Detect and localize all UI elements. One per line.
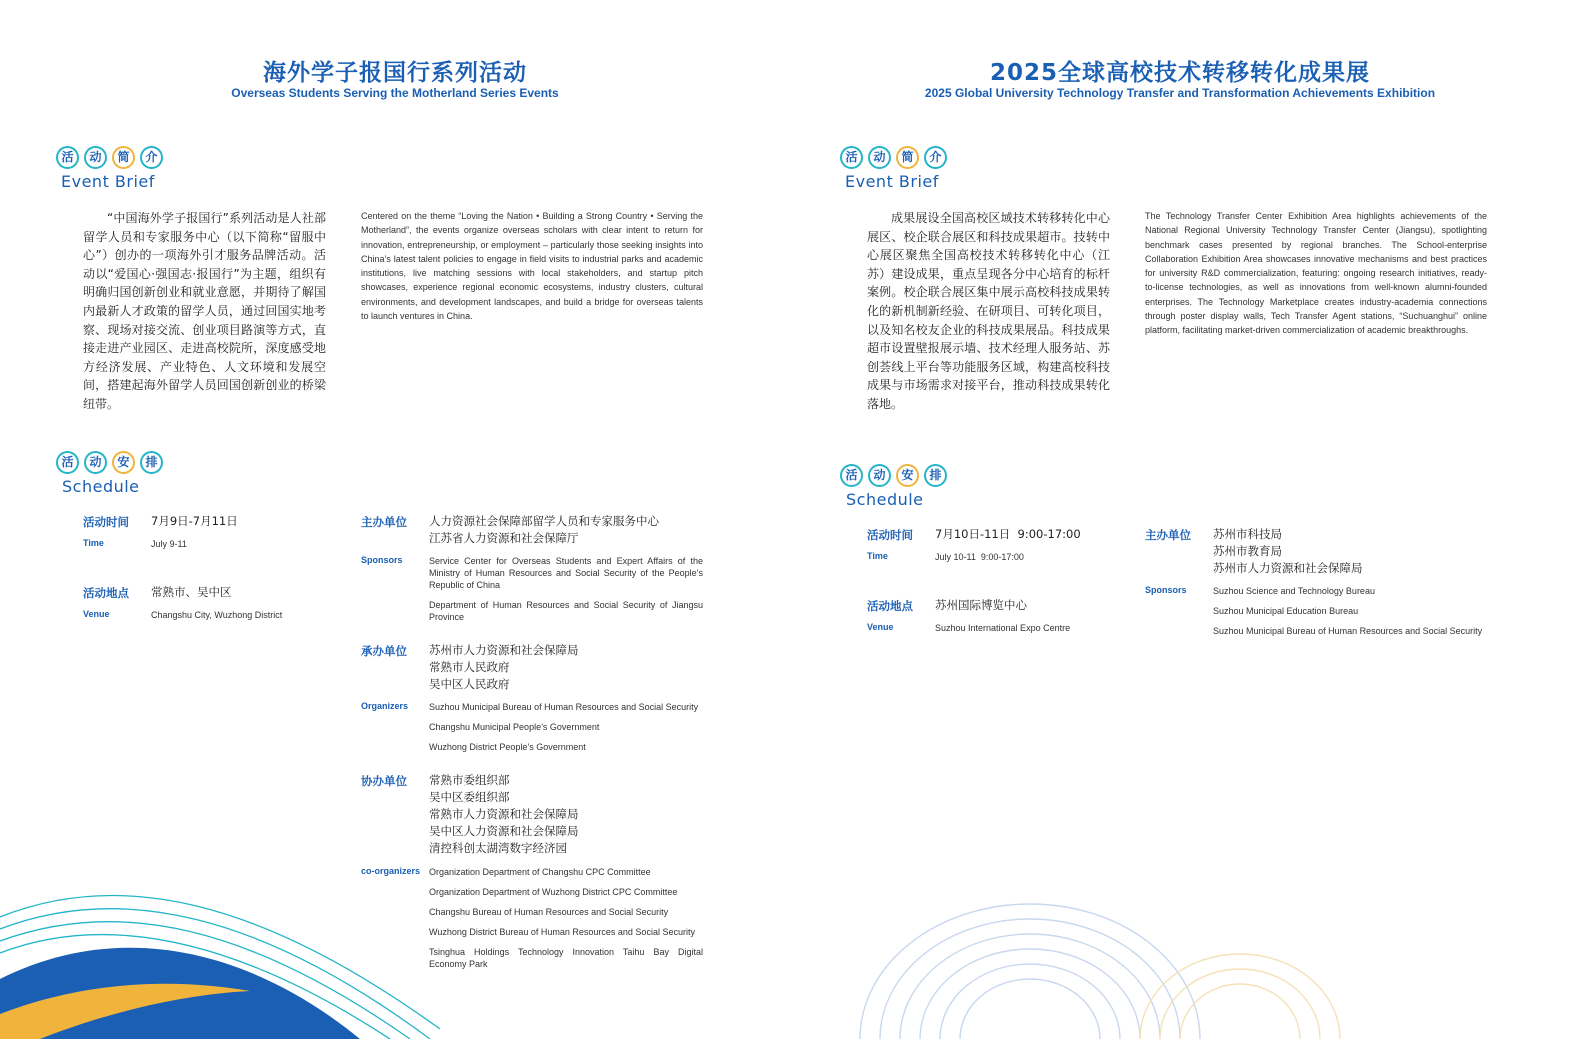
badge-char: 介: [924, 146, 947, 169]
right-venue-value-en: Suzhou International Expo Centre: [935, 623, 1071, 633]
left-time-value-en: July 9-11: [151, 539, 187, 549]
badge-char: 安: [112, 451, 135, 474]
right-time-value-en: July 10-11 9:00-17:00: [935, 552, 1024, 562]
left-coorg-label-cn: 协办单位: [361, 774, 407, 788]
list-item: Suzhou Municipal Bureau of Human Resources and Social Security: [429, 702, 699, 712]
badge-char: 排: [140, 451, 163, 474]
badge-char: 动: [84, 146, 107, 169]
left-time-label-cn: 活动时间: [83, 515, 129, 529]
list-item: 苏州市科技局: [1213, 527, 1282, 541]
left-sponsors-label-cn: 主办单位: [361, 515, 407, 529]
right-sponsors-cn: [1213, 526, 1503, 577]
left-page-subtitle: Overseas Students Serving the Motherland Series Events: [231, 86, 559, 100]
right-time-label-cn: 活动时间: [867, 528, 913, 542]
list-item: 吴中区委组织部: [429, 790, 510, 804]
right-page-title: 2025全球高校技术转移转化成果展: [989, 60, 1370, 86]
left-coorg-cn: [429, 772, 719, 857]
list-item: Suzhou Municipal Bureau of Human Resources and Social Security: [1213, 626, 1483, 636]
list-item: 常熟市人力资源和社会保障局: [429, 807, 579, 821]
list-item: 常熟市人民政府: [429, 660, 510, 674]
badge-char: 活: [840, 464, 863, 487]
right-schedule-heading: Schedule: [846, 490, 924, 509]
badge-char: 排: [924, 464, 947, 487]
list-item: 清控科创太湖湾数字经济园: [429, 841, 567, 855]
right-page-subtitle: 2025 Global University Technology Transfer and Transformation Achievements Exhibition: [924, 86, 1436, 100]
list-item: 吴中区人力资源和社会保障局: [429, 824, 579, 838]
left-brief-badges: [56, 146, 168, 172]
list-item: 人力资源社会保障部留学人员和专家服务中心: [429, 514, 659, 528]
list-item: Suzhou Science and Technology Bureau: [1213, 586, 1375, 596]
left-sponsors-cn: [429, 513, 719, 547]
list-item: 江苏省人力资源和社会保障厅: [429, 531, 579, 545]
left-schedule-heading: Schedule: [62, 477, 140, 496]
right-venue-value-cn: 苏州国际博览中心: [935, 598, 1027, 612]
right-sponsors-label-en: Sponsors: [1145, 585, 1187, 595]
badge-char: 动: [868, 464, 891, 487]
right-sponsors-label-cn: 主办单位: [1145, 528, 1191, 542]
left-brief-cn: “中国海外学子报国行”系列活动是人社部留学人员和专家服务中心（以下简称“留服中心”）创办的一项海外引才服务品牌活动。活动以“爱国心·强国志·报国行”为主题，组织有明确归国创新创业和就业意愿，并期待了解国内最新人才政策的留学人员，通过回国实地考察、现场对接交流、创业项目路演等方式，直接走进产业园区、走进高校院所，深度感受地方经济发展、产业特色、人文环境和发展空间，搭建起海外留学人员回国创新创业的桥梁纽带。: [83, 211, 326, 411]
left-venue-value-cn: 常熟市、吴中区: [151, 585, 232, 599]
list-item: 苏州市人力资源和社会保障局: [1213, 561, 1363, 575]
left-sponsors-en: [429, 555, 703, 631]
left-organizers-label-en: Organizers: [361, 701, 409, 711]
left-coorg-en: [429, 866, 703, 978]
list-item: Changshu Municipal People’s Government: [429, 722, 600, 732]
right-venue-label-cn: 活动地点: [867, 599, 913, 613]
badge-char: 安: [896, 464, 919, 487]
badge-char: 活: [56, 451, 79, 474]
left-time-label-en: Time: [83, 538, 104, 548]
badge-char: 简: [896, 146, 919, 169]
list-item: Changshu Bureau of Human Resources and Social Security: [429, 907, 669, 917]
left-organizers-cn: [429, 642, 719, 693]
list-item: 苏州市人力资源和社会保障局: [429, 643, 579, 657]
badge-char: 活: [56, 146, 79, 169]
left-venue-value-en: Changshu City, Wuzhong District: [151, 610, 283, 620]
list-item: 常熟市委组织部: [429, 773, 510, 787]
list-item: 苏州市教育局: [1213, 544, 1282, 558]
left-time-value-cn: 7月9日-7月11日: [151, 514, 238, 528]
right-arc-decoration: [840, 899, 1360, 1039]
list-item: Suzhou Municipal Education Bureau: [1213, 606, 1359, 616]
left-venue-label-cn: 活动地点: [83, 586, 129, 600]
left-organizers-label-cn: 承办单位: [361, 644, 407, 658]
left-venue-label-en: Venue: [83, 609, 110, 619]
right-time-value-cn: 7月10日-11日 9:00-17:00: [935, 527, 1081, 541]
list-item: Wuzhong District People’s Government: [429, 742, 586, 752]
right-brief-cn: 成果展设全国高校区域技术转移转化中心展区、校企联合展区和科技成果超市。技转中心展区聚焦全国高校技术转移转化中心（江苏）建设成果，重点呈现各分中心培育的标杆案例。校企联合展区集中展示高校科技成果转化的新机制新经验、在研项目、可转化项目，以及知名校友企业的科技成果展品。科技成果超市设置壁报展示墙、技术经理人服务站、苏创荟线上平台等功能服务区域，构建高校科技成果与市场需求对接平台，推动科技成果转化落地。: [867, 211, 1110, 411]
badge-char: 介: [140, 146, 163, 169]
list-item: Organization Department of Changshu CPC Committee: [429, 867, 651, 877]
right-brief-badges: [840, 146, 952, 172]
left-wave-decoration: [0, 879, 440, 1039]
badge-char: 简: [112, 146, 135, 169]
badge-char: 动: [868, 146, 891, 169]
left-brief-heading: Event Brief: [61, 172, 155, 191]
badge-char: 动: [84, 451, 107, 474]
badge-char: 活: [840, 146, 863, 169]
left-organizers-en: [429, 701, 719, 761]
list-item: Service Center for Overseas Students and Expert Affairs of the Ministry of Human Resources and Social Security of the People’s Republic of China: [429, 556, 703, 590]
right-time-label-en: Time: [867, 551, 888, 561]
left-page-title: 海外学子报国行系列活动: [263, 60, 527, 86]
right-brief-heading: Event Brief: [845, 172, 939, 191]
list-item: Organization Department of Wuzhong District CPC Committee: [429, 887, 678, 897]
left-sponsors-label-en: Sponsors: [361, 555, 403, 565]
list-item: Tsinghua Holdings Technology Innovation Taihu Bay Digital Economy Park: [429, 947, 703, 969]
list-item: Department of Human Resources and Social Security of Jiangsu Province: [429, 600, 703, 622]
left-brief-en: Centered on the theme “Loving the Nation • Building a Strong Country • Serving the Motherland”, the events organize overseas scholars with clear intent to return for innovation, entrepreneurship, or employment – particularly those seeking insights into China’s latest talent policies to engage in field visits to industrial parks and academic institutions, live matching sessions with local stakeholders, and startup pitch showcases, experience regional economic ecosystems, industry clusters, cultural environments, and development landscapes, and build a bridge for overseas talents to launch ventures in China.: [361, 211, 703, 322]
right-sponsors-en: [1213, 585, 1513, 645]
left-schedule-badges: [56, 451, 168, 477]
right-schedule-badges: [840, 464, 952, 490]
list-item: Wuzhong District Bureau of Human Resources and Social Security: [429, 927, 695, 937]
left-coorg-label-en: co-organizers: [361, 866, 421, 876]
list-item: 吴中区人民政府: [429, 677, 510, 691]
right-brief-en: The Technology Transfer Center Exhibition Area highlights achievements of the National Regional University Technology Transfer Center (Jiangsu), spotlighting benchmark cases presented by regional branches. The School-enterprise Collaboration Exhibition Area showcases innovative mechanisms and best practices for university R&D commercialization, featuring: ongoing research initiatives, ready-to-license technologies, as well as innovations from well-known alumni-founded enterprises. The Technology Marketplace creates industry-academia connections through poster display walls, Tech Transfer Agent stations, “Suchuanghui” online platform, facilitating market-driven commercialization of academic breakthroughs.: [1145, 211, 1487, 336]
right-venue-label-en: Venue: [867, 622, 894, 632]
